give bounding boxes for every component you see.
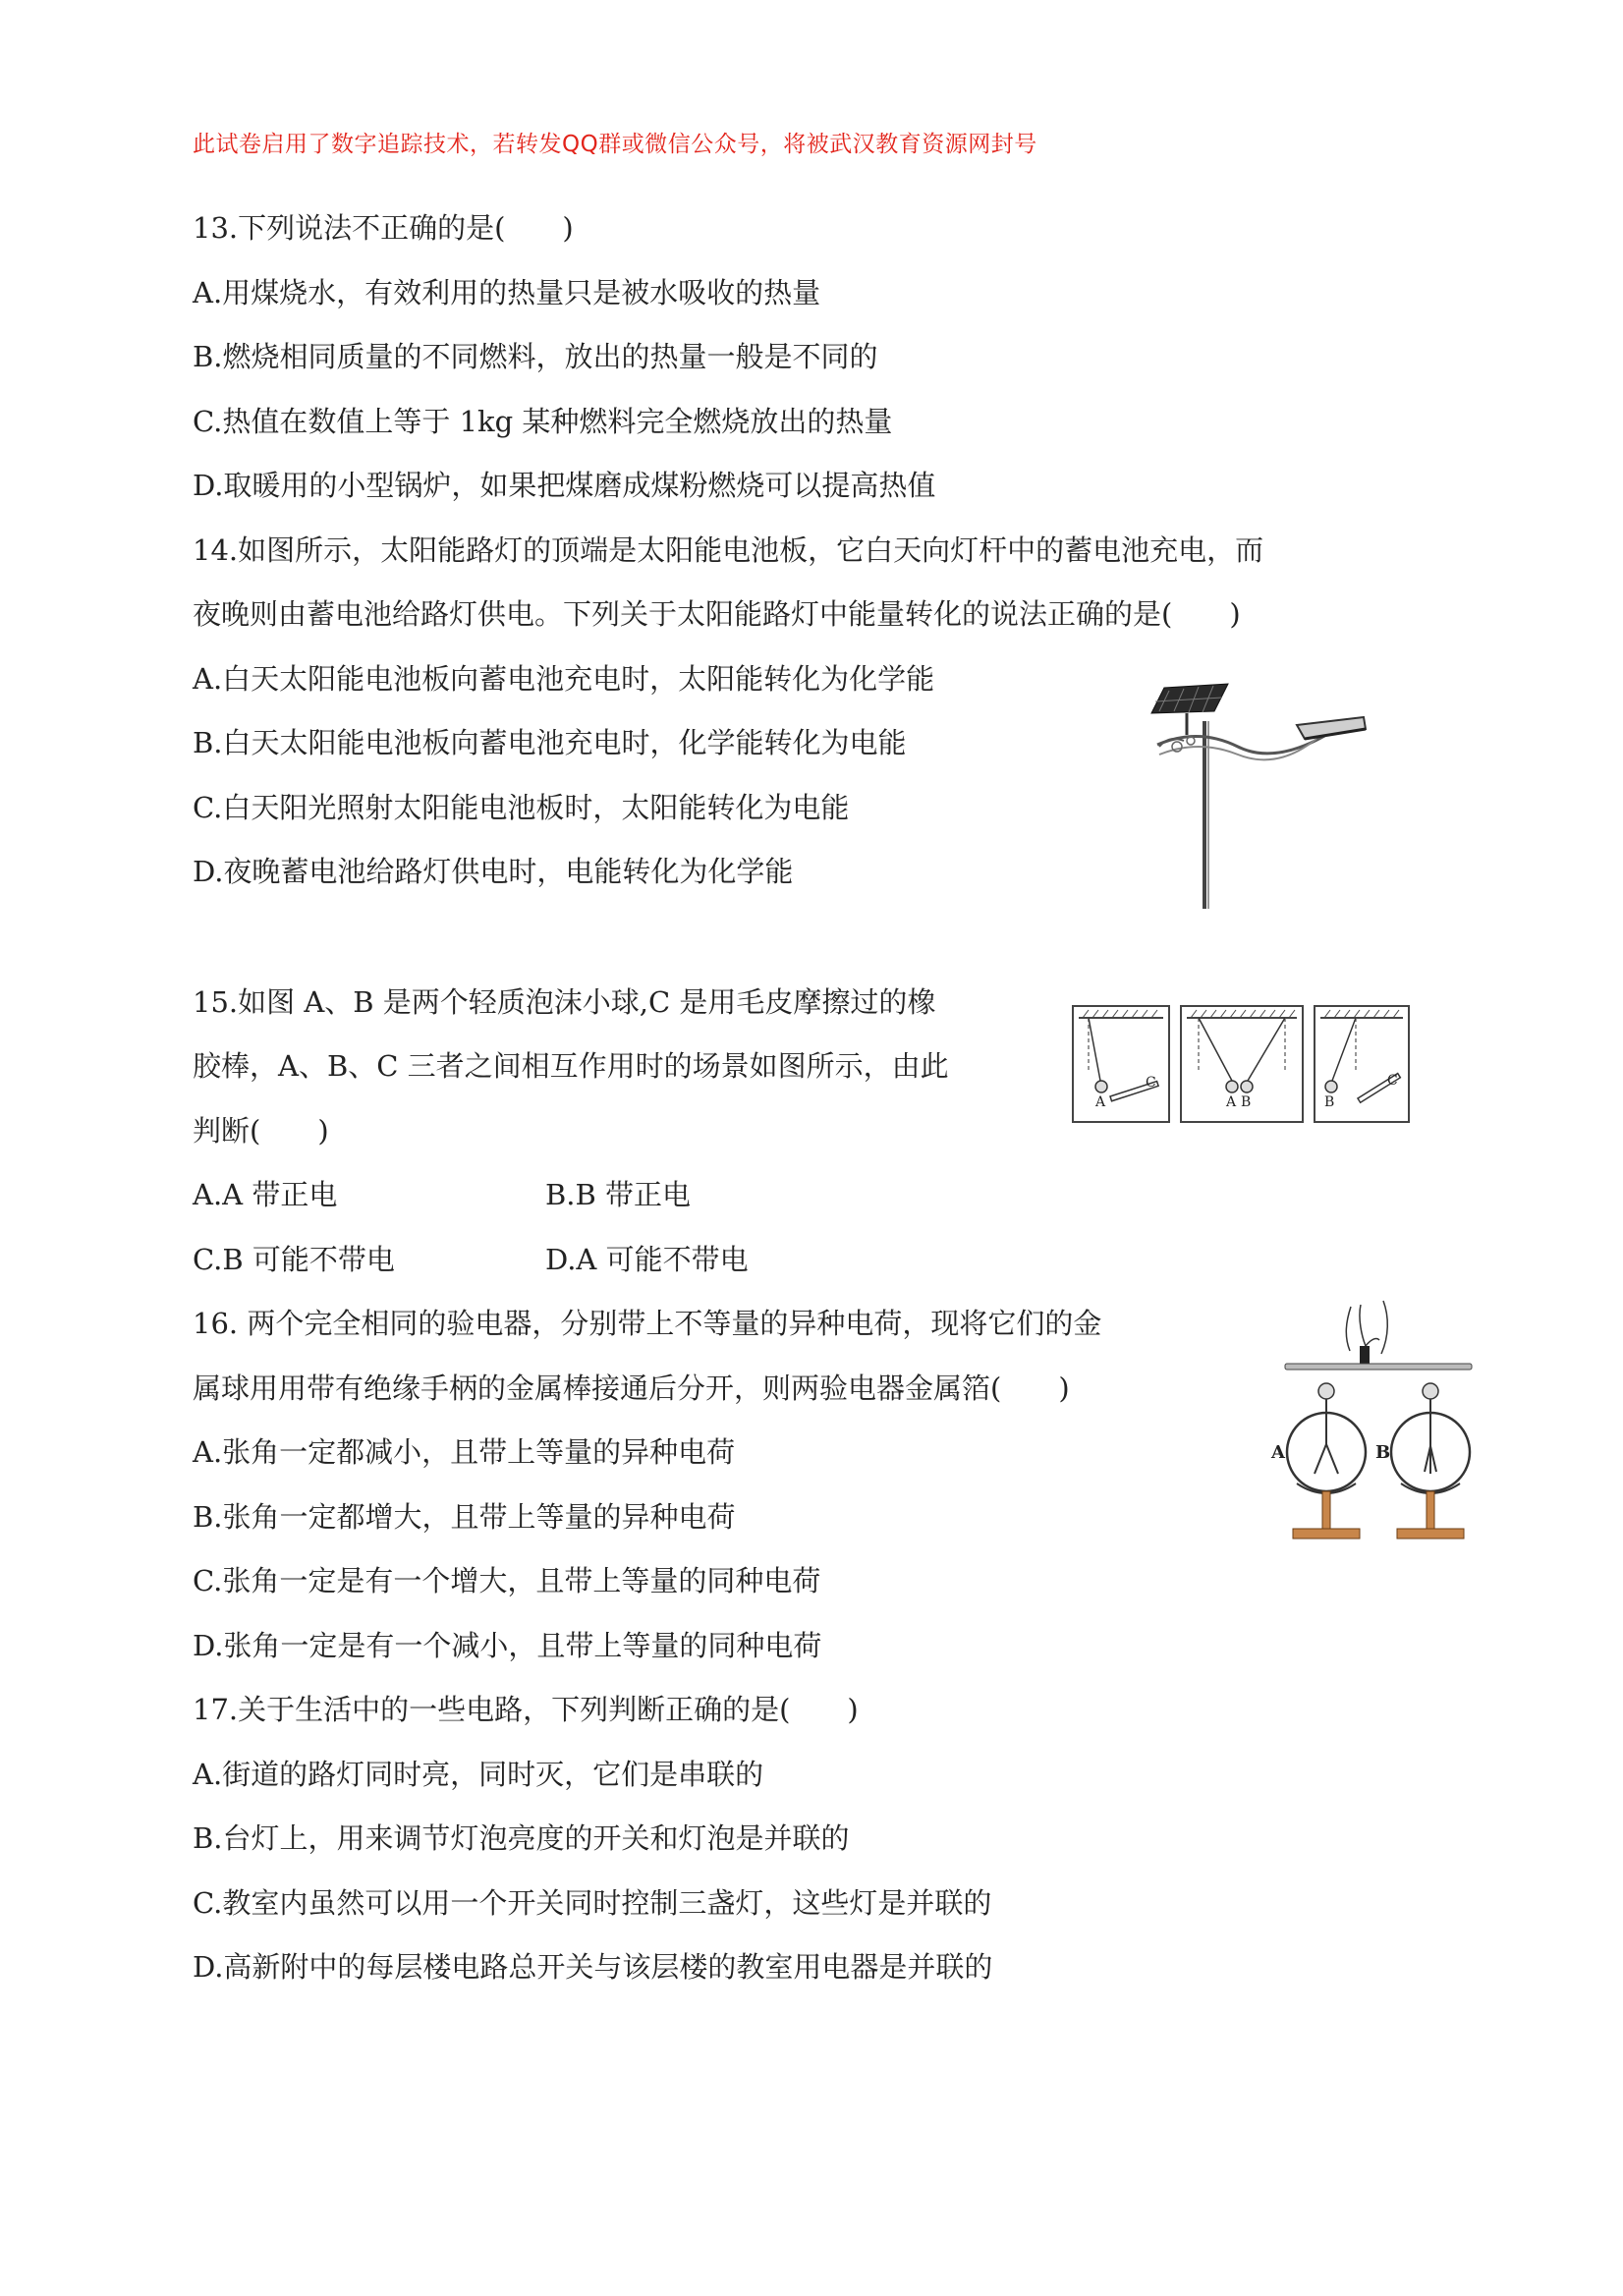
q13-option-c: C.热值在数值上等于 1kg 某种燃料完全燃烧放出的热量: [193, 405, 893, 438]
electroscopes-figure: [1267, 1297, 1493, 1556]
tracking-warning: 此试卷启用了数字追踪技术，若转发QQ群或微信公众号，将被武汉教育资源网封号: [193, 132, 1037, 157]
q15-stem-line3: 判断( ): [193, 1114, 329, 1148]
fig15-label-a2: A: [1226, 1094, 1237, 1110]
q17-option-c: C.教室内虽然可以用一个开关同时控制三盏灯，这些灯是并联的: [193, 1886, 992, 1920]
q14-option-d: D.夜晚蓄电池给路灯供电时，电能转化为化学能: [193, 855, 794, 888]
q17-stem: 17.关于生活中的一些电路，下列判断正确的是( ): [193, 1693, 859, 1726]
q14-stem-line2: 夜晚则由蓄电池给路灯供电。下列关于太阳能路灯中能量转化的说法正确的是( ): [193, 597, 1241, 631]
q16-stem-line2: 属球用用带有绝缘手柄的金属棒接通后分开，则两验电器金属箔( ): [193, 1372, 1070, 1405]
q16-option-b: B.张角一定都增大，且带上等量的异种电荷: [193, 1500, 736, 1534]
q17-option-d: D.高新附中的每层楼电路总开关与该层楼的教室用电器是并联的: [193, 1950, 993, 1984]
q14-stem-line1: 14.如图所示，太阳能路灯的顶端是太阳能电池板，它白天向灯杆中的蓄电池充电，而: [193, 533, 1264, 567]
q14-option-a: A.白天太阳能电池板向蓄电池充电时，太阳能转化为化学能: [193, 662, 935, 696]
q13-stem: 13.下列说法不正确的是( ): [193, 211, 574, 245]
q16-option-a: A.张角一定都减小，且带上等量的异种电荷: [193, 1435, 736, 1469]
charged-balls-figure: [1071, 1002, 1411, 1132]
fig15-label-b3: B: [1324, 1094, 1335, 1110]
q15-option-d: D.A 可能不带电: [545, 1243, 749, 1276]
solar-street-lamp-figure: [1140, 678, 1385, 918]
fig15-label-a1: A: [1095, 1094, 1106, 1110]
q15-option-a: A.A 带正电: [193, 1178, 338, 1211]
q15-option-b: B.B 带正电: [545, 1178, 692, 1211]
q15-option-c: C.B 可能不带电: [193, 1243, 395, 1276]
q16-option-d: D.张角一定是有一个减小，且带上等量的同种电荷: [193, 1629, 822, 1662]
q13-option-d: D.取暖用的小型锅炉，如果把煤磨成煤粉燃烧可以提高热值: [193, 469, 936, 502]
q15-stem-line2: 胶棒，A、B、C 三者之间相互作用时的场景如图所示，由此: [193, 1049, 949, 1083]
q16-stem-line1: 16. 两个完全相同的验电器，分别带上不等量的异种电荷，现将它们的金: [193, 1307, 1102, 1340]
q16-option-c: C.张角一定是有一个增大，且带上等量的同种电荷: [193, 1564, 821, 1597]
q14-option-b: B.白天太阳能电池板向蓄电池充电时，化学能转化为电能: [193, 726, 907, 759]
q17-option-b: B.台灯上，用来调节灯泡亮度的开关和灯泡是并联的: [193, 1821, 850, 1855]
q13-option-a: A.用煤烧水，有效利用的热量只是被水吸收的热量: [193, 276, 821, 309]
fig15-label-c3: C: [1387, 1073, 1398, 1089]
fig15-label-b2: B: [1241, 1094, 1252, 1110]
q14-option-c: C.白天阳光照射太阳能电池板时，太阳能转化为电能: [193, 791, 850, 824]
q15-stem-line1: 15.如图 A、B 是两个轻质泡沫小球,C 是用毛皮摩擦过的橡: [193, 985, 936, 1019]
fig15-label-c1: C: [1146, 1075, 1156, 1091]
fig16-label-a: A: [1271, 1442, 1285, 1463]
fig16-label-b: B: [1375, 1442, 1391, 1463]
q13-option-b: B.燃烧相同质量的不同燃料，放出的热量一般是不同的: [193, 340, 878, 373]
q17-option-a: A.街道的路灯同时亮，同时灭，它们是串联的: [193, 1758, 764, 1791]
